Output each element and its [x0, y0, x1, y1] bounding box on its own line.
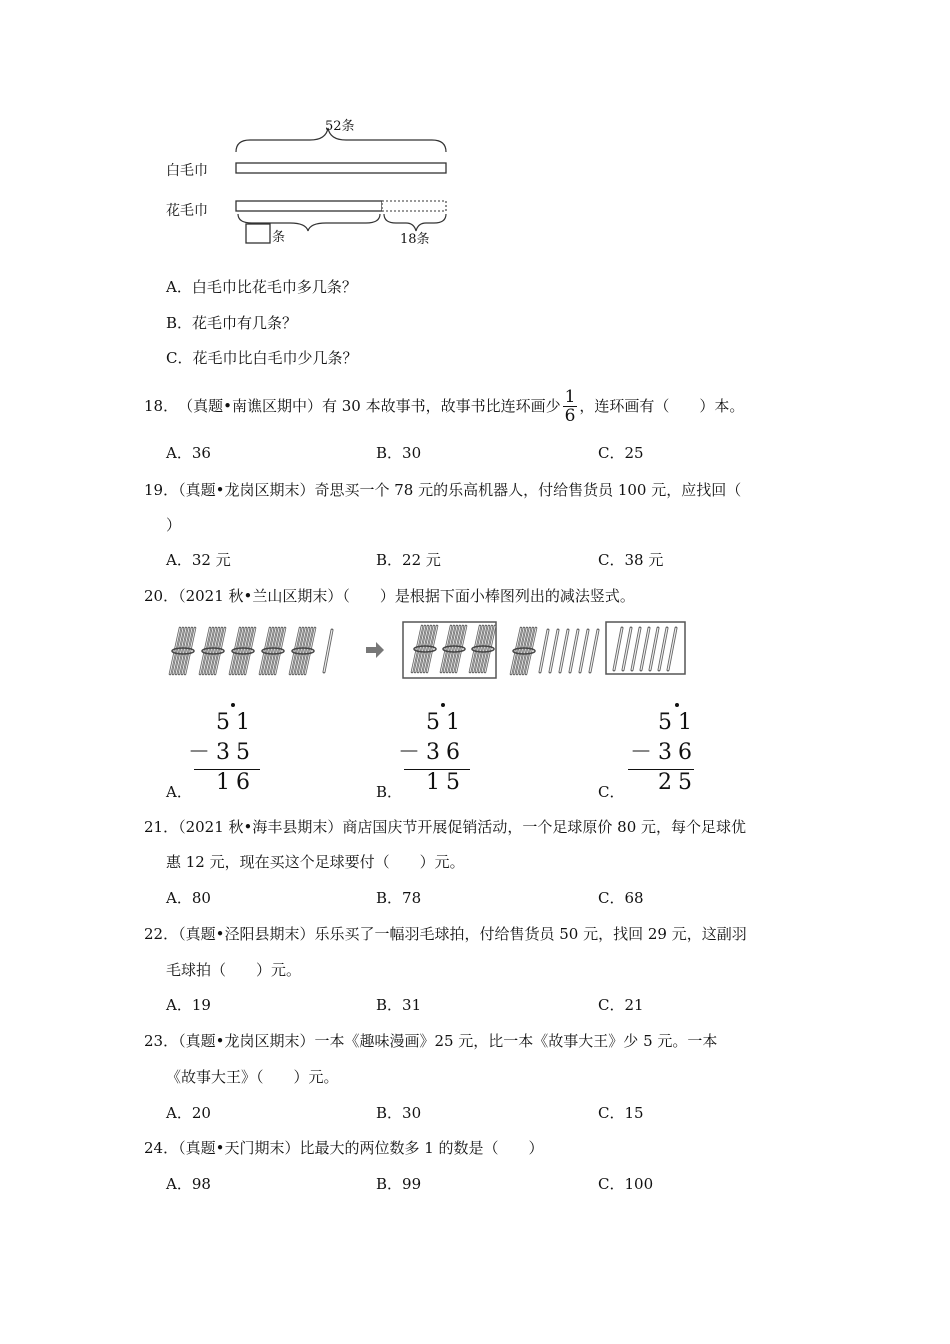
q18-text-after: ，连环画有（ ）本。	[579, 397, 745, 415]
total-count-label: 52条	[325, 119, 355, 134]
q17-option-a[interactable]: A．白毛巾比花毛巾多几条？	[166, 278, 357, 296]
q19-option-c[interactable]: C．38 元	[598, 551, 664, 569]
difference-label: 18条	[400, 232, 430, 247]
stick-bundle-icon	[290, 628, 315, 674]
q18-option-a[interactable]: A．36	[166, 444, 211, 462]
unknown-unit-label: 条	[272, 230, 286, 245]
single-stick-icon	[560, 630, 568, 672]
stick-bundle-icon	[511, 628, 536, 674]
q24-option-b[interactable]: B．99	[376, 1175, 422, 1193]
stick-bundles-graphic	[160, 618, 690, 684]
q22-option-b[interactable]: B．31	[376, 996, 422, 1014]
single-stick-icon	[570, 630, 578, 672]
single-stick-icon	[641, 628, 649, 670]
q23-option-c[interactable]: C．15	[598, 1104, 644, 1122]
stick-bundle-icon	[441, 626, 466, 672]
flower-towel-label: 花毛巾	[166, 203, 208, 219]
single-stick-icon	[632, 628, 640, 670]
single-stick-icon	[540, 630, 548, 672]
q24-stem: 24．（真题•天门期末）比最大的两位数多 1 的数是（ ）	[144, 1139, 544, 1157]
q23-number: 23．	[144, 1032, 179, 1050]
q24-option-c[interactable]: C．100	[598, 1175, 654, 1193]
arrow-right-icon	[366, 642, 384, 658]
q21-option-b[interactable]: B．78	[376, 889, 422, 907]
q19-stem-line1: 19．（真题•龙岗区期末）奇思买一个 78 元的乐高机器人，付给售货员 100 元，应找回（	[144, 481, 742, 499]
q19-stem-line2: ）	[166, 516, 182, 534]
single-stick-icon	[623, 628, 631, 670]
q22-stem-line1: 22．（真题•泾阳县期末）乐乐买了一幅羽毛球拍，付给售货员 50 元，找回 29 元，这副羽	[144, 925, 747, 943]
fraction-numerator: 1	[564, 386, 576, 407]
stick-bundles-illustration	[160, 618, 690, 684]
q20-option-c[interactable]: C． 51 －36 25	[598, 700, 708, 800]
q24-number: 24．	[144, 1139, 179, 1157]
q19-option-b[interactable]: B．22 元	[376, 551, 441, 569]
q22-option-c[interactable]: C．21	[598, 996, 644, 1014]
minuend: 51	[658, 710, 698, 735]
q23-stem-line1: 23．（真题•龙岗区期末）一本《趣味漫画》25 元，比一本《故事大王》少 5 元。一本	[144, 1032, 718, 1050]
carry-dot	[675, 703, 679, 707]
q21-stem-line2: 惠 12 元，现在买这个足球要付（ ）元。	[166, 853, 465, 871]
q18-number: 18．	[144, 397, 179, 415]
q23-stem-line2: 《故事大王》（ ）元。	[166, 1068, 339, 1086]
q21-option-c[interactable]: C．68	[598, 889, 644, 907]
q19-option-a[interactable]: A．32 元	[166, 551, 231, 569]
stick-bundle-icon	[260, 628, 285, 674]
q18-stem	[144, 386, 744, 426]
q17-option-c[interactable]: C．花毛巾比白毛巾少几条？	[166, 349, 358, 367]
carry-dot	[231, 703, 235, 707]
q18-text-before: （真题•南谯区期中）有 30 本故事书，故事书比连环画少	[178, 397, 561, 415]
q23-option-b[interactable]: B．30	[376, 1104, 422, 1122]
q21-number: 21．	[144, 818, 179, 836]
single-stick-icon	[668, 628, 676, 670]
q20-option-a[interactable]: A． 51 －35 16	[166, 700, 276, 800]
q19-number: 19．	[144, 481, 179, 499]
q20-stem: 20．（2021 秋•兰山区期末）（ ）是根据下面小棒图列出的减法竖式。	[144, 587, 635, 605]
towel-bar-diagram	[160, 110, 460, 250]
minuend: 51	[426, 710, 466, 735]
difference: 15	[426, 770, 466, 795]
subtrahend: －36	[630, 740, 698, 765]
difference: 25	[658, 770, 698, 795]
single-stick-icon	[580, 630, 588, 672]
stick-bundle-icon	[200, 628, 225, 674]
stick-bundle-icon	[170, 628, 195, 674]
q21-stem-line1: 21．（2021 秋•海丰县期末）商店国庆节开展促销活动，一个足球原价 80 元，每个足球优	[144, 818, 747, 836]
single-stick-icon	[659, 628, 667, 670]
carry-dot	[441, 703, 445, 707]
white-towel-label: 白毛巾	[166, 163, 208, 179]
stick-bundle-icon	[412, 626, 437, 672]
minuend: 51	[216, 710, 256, 735]
q21-option-a[interactable]: A．80	[166, 889, 211, 907]
q22-number: 22．	[144, 925, 179, 943]
single-stick-icon	[614, 628, 622, 670]
q17-option-b[interactable]: B．花毛巾有几条？	[166, 314, 298, 332]
q22-stem-line2: 毛球拍（ ）元。	[166, 961, 302, 979]
q22-option-a[interactable]: A．19	[166, 996, 211, 1014]
single-stick-icon	[324, 630, 332, 672]
q23-option-a[interactable]: A．20	[166, 1104, 211, 1122]
q20-number: 20．	[144, 587, 179, 605]
single-stick-icon	[550, 630, 558, 672]
stick-bundle-icon	[470, 626, 495, 672]
q18-fraction	[563, 388, 578, 425]
single-stick-icon	[590, 630, 598, 672]
q20-option-b[interactable]: B． 51 －36 15	[376, 700, 486, 800]
q24-option-a[interactable]: A．98	[166, 1175, 211, 1193]
stick-bundle-icon	[230, 628, 255, 674]
single-stick-icon	[650, 628, 658, 670]
subtrahend: －35	[188, 740, 256, 765]
q18-option-b[interactable]: B．30	[376, 444, 422, 462]
q18-option-c[interactable]: C．25	[598, 444, 644, 462]
difference: 16	[216, 770, 256, 795]
subtrahend: －36	[398, 740, 466, 765]
fraction-denominator: 6	[564, 405, 576, 426]
